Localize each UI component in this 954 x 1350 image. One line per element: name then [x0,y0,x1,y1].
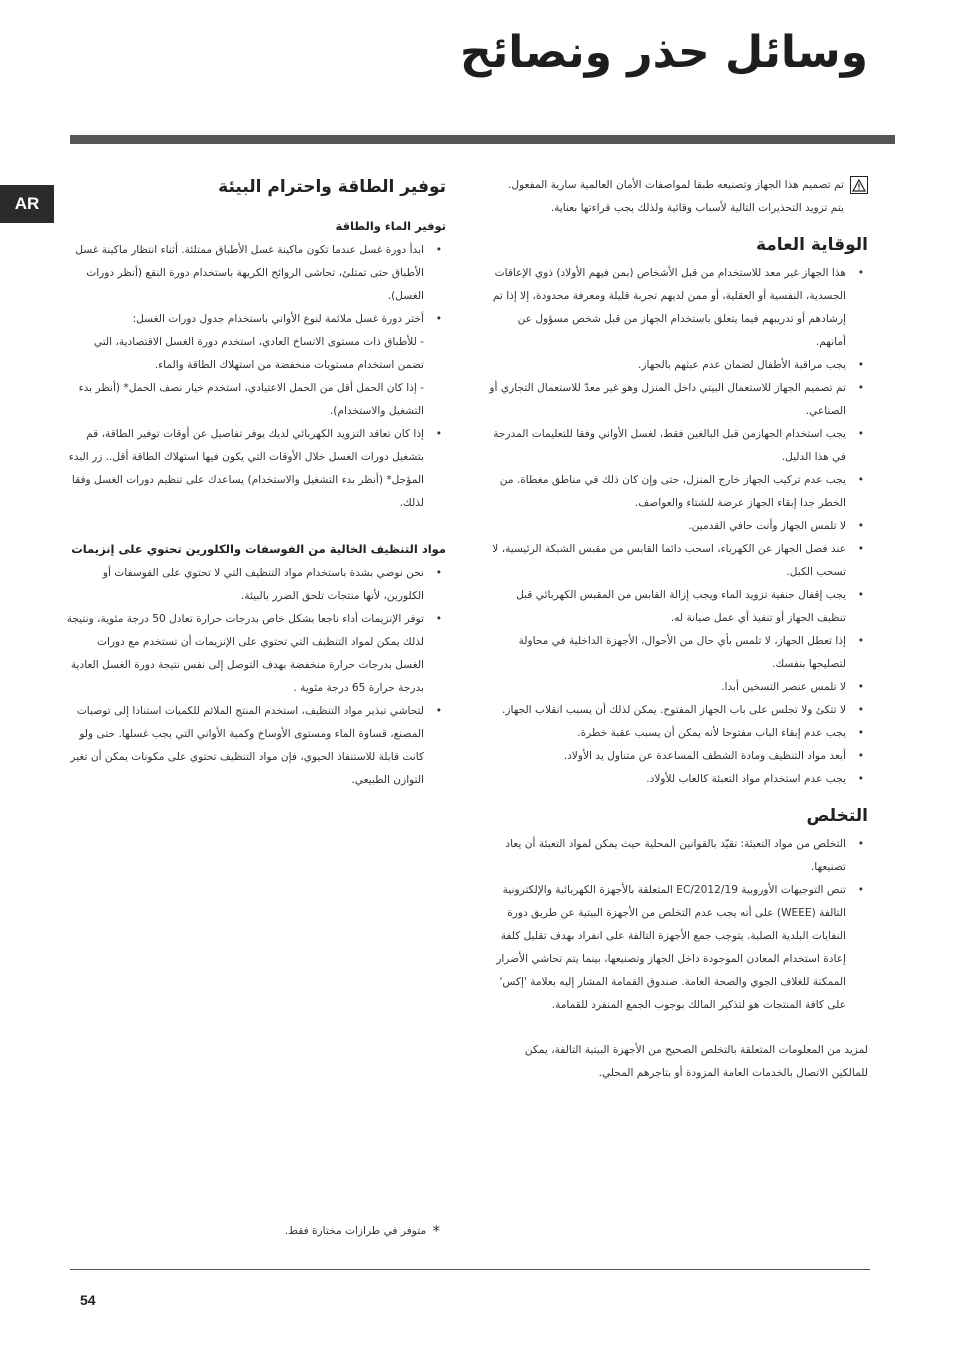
list-item: • يجب عدم إبقاء الباب مفتوحا لأنه يمكن أن يسبب عقبة خطرة. [488,722,868,745]
list-item: • تنص التوجيهات الأوروبية 2012/19/EC المتعلقة بالأجهزة الكهربائية والإلكترونية التالفة (WEEE) على أنه يجب عدم التخلص من الأجهزة البيتية عن طريق دورة النفايات البلدية الصلبة. يتوجب جمع الأجهزة التالفة على انفراد بهدف تقليل كلفة إعادة استخدام المعادن الموجودة داخل الجهاز وتصنيعها، بينما يتم تحاشي الأضرار الممكنة للغلاف الجوي والصحة العامة. صندوق القمامة المشار إليه بعلامة 'إكس' على كافة المنتجات هو لتذكير المالك بوجوب الجمع المنفرد للقمامة. [488,879,868,1017]
footnote [240,1222,440,1240]
list-item: • يجب إقفال حنفية تزويد الماء ويجب إزالة القابس من المقبس الكهربائي قبل تنظيف الجهاز أو تنفيذ أي عمل صيانة له. [488,584,868,630]
list-item: • نحن نوصي بشدة باستخدام مواد التنظيف التي لا تحتوي على الفوسفات أو الكلورين، لأنها منتجات تلحق الضرر بالبيئة. [66,562,446,608]
intro-line-2: يتم تزويد التحذيرات التالية لأسباب وقائية ولذلك يجب قراءتها بعناية. [550,202,844,214]
list-item: • لا تلمس الجهاز وأنت حافي القدمين. [488,515,868,538]
page-title: وسائل حذر ونصائح [459,27,868,78]
energy-environment-heading: توفير الطاقة واحترام البيئة [218,177,446,197]
prevention-list [488,262,868,791]
list-item: • لا تلمس عنصر التسخين أبدا. [488,676,868,699]
footnote-text: متوفر في طرازات مختارة فقط. [284,1225,427,1237]
title-divider [70,135,895,144]
list-item: • ابدأ دورة غسل عندما تكون ماكينة غسل الأطباق ممتلئة. أثناء انتظار ماكينة غسل الأطباق حتى تمتلئ، تحاشى الروائح الكريهة باستخدام دورة النقع (أنظر دورات الغسل). [66,239,446,308]
environment-column [66,174,446,792]
list-item-lead: • أختر دورة غسل ملائمة لنوع الأواني باستخدام جدول دورات الغسل: [132,313,424,325]
list-item: • يجب مراقبة الأطفال لضمان عدم عبثهم بالجهاز. [488,354,868,377]
safety-column [488,174,868,1085]
list-item: • توفر الإنزيمات أداء ناجعا بشكل خاص بدرجات حرارة تعادل 50 درجة مئوية، ونتيجة لذلك يمكن لمواد التنظيف التي تحتوي على الإنزيمات أن تستخدم مع دورات الغسل بدرجات حرارة منخفضة بهدف التوصل إلى نفس نتيجة دورة الغسل العادية بدرجة حرارة 65 درجة مئوية . [66,608,446,700]
list-item: • لا تتكئ ولا تجلس على باب الجهاز المفتوح. يمكن لذلك أن يسبب انقلاب الجهاز. [488,699,868,722]
disposal-heading: التخلص [806,806,868,826]
detergents-list [66,562,446,792]
list-item: • يجب عدم تركيب الجهاز خارج المنزل، حتى وإن كان ذلك في مناطق مغطاة. من الخطر جدا إبقاء الجهاز عرضة للشتاء والعواصف. [488,469,868,515]
list-item: • عند فصل الجهاز عن الكهرباء، اسحب دائما القابس من مقبس الشبكة الرئيسية، لا تسحب الكبل. [488,538,868,584]
disposal-list [488,833,868,1017]
water-energy-list [66,239,446,515]
detergents-subheading: مواد التنظيف الخالية من الفوسفات والكلورين تحتوي على إنزيمات [71,542,446,556]
list-subitem: - للأطباق ذات مستوى الاتساخ العادي، استخدم دورة الغسل الاقتصادية، التي تضمن استخدام مستويات منخفضة من استهلاك الطاقة والماء. [93,336,424,371]
language-tab: AR [0,185,54,223]
intro-block [488,174,868,220]
page-number: 54 [80,1292,96,1308]
warning-triangle-icon [850,176,868,194]
list-item: • يجب استخدام الجهازمن قبل البالغين فقط، لغسل الأواني وفقا للتعليمات المدرجة في هذا الدليل. [488,423,868,469]
list-item: • إذا تعطل الجهاز، لا تلمس بأي حال من الأحوال، الأجهزة الداخلية في محاولة لتصليحها بنفسك. [488,630,868,676]
list-item: • هذا الجهاز غير معد للاستخدام من قبل الأشخاص (بمن فيهم الأولاد) ذوي الإعاقات الجسدية، النفسية أو العقلية، أو ممن لديهم تجربة قليلة ومعرفة محدودة، إلا إذا تم إرشادهم أو تدريبهم فيما يتعلق باستخدام الجهاز من قبل شخص مسؤول عن أمانهم. [488,262,868,354]
list-item: • يجب عدم استخدام مواد التعبئة كالعاب للأولاد. [488,768,868,791]
list-item: • أبعد مواد التنظيف ومادة الشطف المساعدة عن متناول يد الأولاد. [488,745,868,768]
list-item: • تم تصميم الجهاز للاستعمال البيتي داخل المنزل وهو غير معدّ للاستعمال التجاري أو الصناعي. [488,377,868,423]
footnote-star: * [432,1222,440,1240]
water-energy-subheading: توفير الماء والطاقة [335,219,446,233]
general-prevention-heading: الوقاية العامة [755,235,868,255]
list-item: • التخلص من مواد التعبئة: تقيّد بالقوانين المحلية حيث يمكن لمواد التعبئة أن يعاد تصنيعها. [488,833,868,879]
list-item [66,308,446,423]
footer-divider [70,1269,870,1270]
list-subitem: - إذا كان الحمل أقل من الحمل الاعتيادي، استخدم خيار نصف الحمل* (أنظر بدء التشغيل والاستخدام). [78,382,424,417]
intro-line-1: تم تصميم هذا الجهاز وتصنيعه طبقا لمواصفات الأمان العالمية سارية المفعول. [507,179,844,191]
list-item: • لتحاشي تبذير مواد التنظيف، استخدم المنتج الملائم للكميات استنادا إلى توصيات المصنع، قساوة الماء ومستوى الأوساخ وكمية الأواني التي يجب غسلها. حتى ولو كانت قابلة للاستنفاذ الحيوي، فإن مواد التنظيف تحتوي على مكونات يمكن أن تغير التوازن الطبيعي. [66,700,446,792]
list-item: • إذا كان تعاقد التزويد الكهربائي لديك يوفر تفاصيل عن أوقات توفير الطاقة، قم بتشغيل دورات الغسل خلال الأوقات التي يكون فيها استهلاك الطاقة أقل.. زر البدء المؤجل* (أنظر بدء التشغيل والاستخدام) يساعدك على تنظيم دورات الغسل وفقا لذلك. [66,423,446,515]
disposal-more-info: لمزيد من المعلومات المتعلقة بالتخلص الصحيح من الأجهزة البيتية التالفة، يمكن للمالكين الاتصال بالخدمات العامة المزودة أو بتاجرهم المحلي. [524,1044,868,1079]
